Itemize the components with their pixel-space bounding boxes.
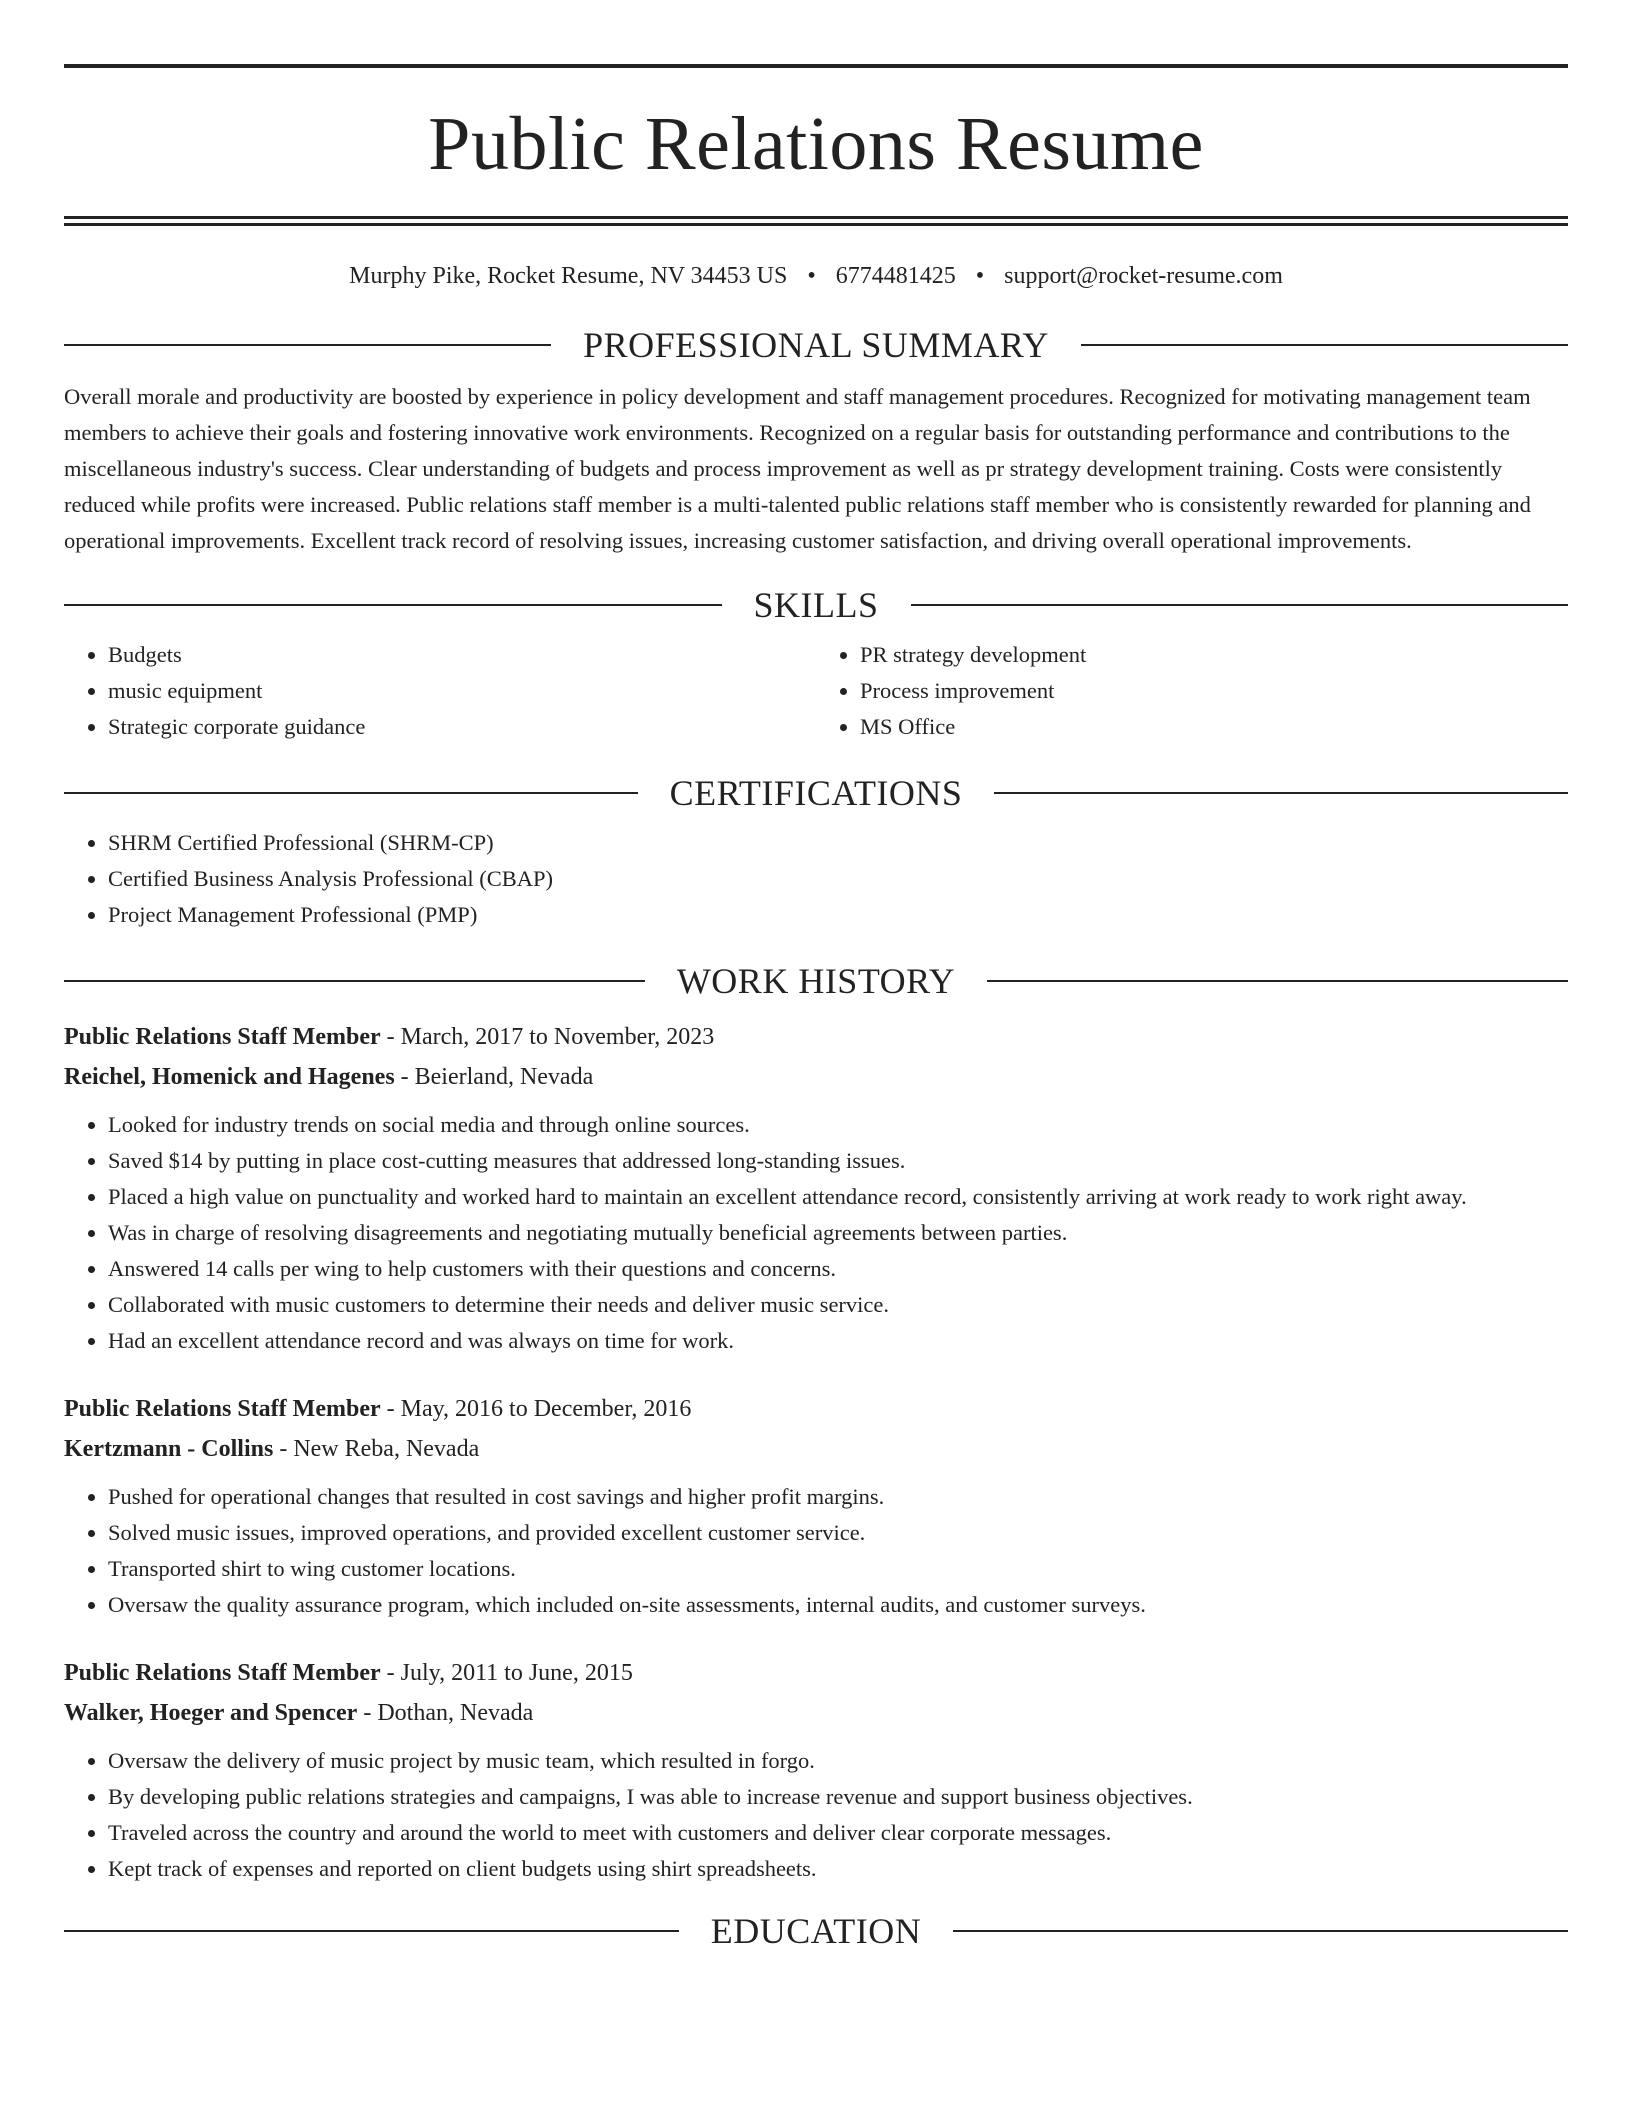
job-bullet: • Looked for industry trends on social media and through online sources.: [108, 1107, 1568, 1143]
job-entry: [64, 1653, 1568, 1887]
job-bullet: • Was in charge of resolving disagreements and negotiating mutually beneficial agreements between parties.: [108, 1215, 1568, 1251]
skill-item: • PR strategy development: [860, 637, 1568, 673]
section-heading-certifications: [64, 772, 1568, 813]
contact-phone: 6774481425: [835, 263, 956, 289]
job-company-line: [64, 1693, 1568, 1733]
skill-item: • music equipment: [108, 673, 816, 709]
contact-email: support@rocket-resume.com: [1004, 263, 1283, 289]
job-bullet: • Pushed for operational changes that resulted in cost savings and higher profit margins.: [108, 1479, 1568, 1515]
job-entry: [64, 1389, 1568, 1623]
skills-column-left: [64, 637, 816, 745]
certifications-list: [64, 825, 1568, 933]
job-dates: - March, 2017 to November, 2023: [380, 1023, 715, 1050]
section-title: EDUCATION: [710, 1910, 922, 1951]
job-company-line: [64, 1057, 1568, 1097]
divider-line: [953, 1930, 1568, 1932]
title-double-rule: [64, 216, 1568, 226]
skill-item: • Strategic corporate guidance: [108, 709, 816, 745]
skills-column-right: [816, 637, 1568, 745]
divider-line: [64, 344, 551, 346]
job-bullets: [64, 1107, 1568, 1359]
section-heading-summary: [64, 324, 1568, 365]
divider-line: [64, 1930, 679, 1932]
job-bullet: • Placed a high value on punctuality and worked hard to maintain an excellent attendance record, consistently arriving at work ready to work right away.: [108, 1179, 1568, 1215]
job-company: Kertzmann - Collins: [64, 1435, 274, 1462]
job-title: Public Relations Staff Member: [64, 1023, 381, 1050]
section-heading-work-history: [64, 960, 1568, 1001]
page-title: Public Relations Resume: [428, 102, 1204, 186]
job-location: - New Reba, Nevada: [273, 1435, 480, 1462]
divider-line: [987, 980, 1568, 982]
contact-separator: •: [807, 263, 816, 289]
job-bullet: • Kept track of expenses and reported on client budgets using shirt spreadsheets.: [108, 1851, 1568, 1887]
summary-paragraph: Overall morale and productivity are boosted by experience in policy development and staff management procedures. Recognized for motivating management team members to achieve their goals and fostering innovative work environments. Recognized on a regular basis for outstanding performance and contributions to the miscellaneous industry's success. Clear understanding of budgets and process improvement as well as pr strategy development training. Costs were consistently reduced while profits were increased. Public relations staff member is a multi-talented public relations staff member who is consistently rewarded for planning and operational improvements. Excellent track record of resolving issues, increasing customer satisfaction, and driving overall operational improvements.: [64, 383, 1531, 553]
job-title-line: [64, 1653, 1568, 1693]
divider-line: [1081, 344, 1568, 346]
top-rule: [64, 64, 1568, 68]
divider-line: [911, 604, 1569, 606]
job-bullet: • Transported shirt to wing customer locations.: [108, 1551, 1568, 1587]
certification-item: • Project Management Professional (PMP): [108, 897, 1568, 933]
job-bullet: • Traveled across the country and around the world to meet with customers and deliver clear corporate messages.: [108, 1815, 1568, 1851]
section-title: CERTIFICATIONS: [669, 772, 963, 813]
job-company: Reichel, Homenick and Hagenes: [64, 1063, 395, 1090]
skill-item: • Budgets: [108, 637, 816, 673]
certification-item: • Certified Business Analysis Professional (CBAP): [108, 861, 1568, 897]
skills-list: [64, 637, 1568, 745]
divider-line: [64, 792, 638, 794]
certification-item: • SHRM Certified Professional (SHRM-CP): [108, 825, 1568, 861]
section-heading-education: [64, 1910, 1568, 1951]
job-dates: - July, 2011 to June, 2015: [380, 1659, 633, 1686]
job-company: Walker, Hoeger and Spencer: [64, 1699, 358, 1726]
job-location: - Dothan, Nevada: [357, 1699, 534, 1726]
job-bullet: • Saved $14 by putting in place cost-cutting measures that addressed long-standing issues.: [108, 1143, 1568, 1179]
job-bullet: • Solved music issues, improved operations, and provided excellent customer service.: [108, 1515, 1568, 1551]
divider-line: [994, 792, 1568, 794]
job-entry: [64, 1017, 1568, 1359]
contact-separator: •: [975, 263, 985, 289]
section-title: PROFESSIONAL SUMMARY: [583, 324, 1049, 365]
job-bullet: • Oversaw the quality assurance program, which included on-site assessments, internal audits, and customer surveys.: [108, 1587, 1568, 1623]
skill-item: • MS Office: [860, 709, 1568, 745]
section-title: SKILLS: [753, 584, 879, 625]
section-heading-skills: [64, 584, 1568, 625]
job-title: Public Relations Staff Member: [64, 1395, 381, 1422]
job-bullet: • Oversaw the delivery of music project by music team, which resulted in forgo.: [108, 1743, 1568, 1779]
job-title-line: [64, 1389, 1568, 1429]
divider-line: [64, 980, 645, 982]
job-dates: - May, 2016 to December, 2016: [380, 1395, 692, 1422]
job-bullet: • By developing public relations strategies and campaigns, I was able to increase revenue and support business objectives.: [108, 1779, 1568, 1815]
contact-line: [64, 262, 1568, 291]
contact-address: Murphy Pike, Rocket Resume, NV 34453 US: [349, 263, 788, 289]
job-bullet: • Had an excellent attendance record and was always on time for work.: [108, 1323, 1568, 1359]
job-company-line: [64, 1429, 1568, 1469]
job-bullets: [64, 1479, 1568, 1623]
job-title-line: [64, 1017, 1568, 1057]
job-bullet: • Answered 14 calls per wing to help customers with their questions and concerns.: [108, 1251, 1568, 1287]
job-bullets: [64, 1743, 1568, 1887]
skill-item: • Process improvement: [860, 673, 1568, 709]
job-bullet: • Collaborated with music customers to determine their needs and deliver music service.: [108, 1287, 1568, 1323]
job-location: - Beierland, Nevada: [394, 1063, 594, 1090]
job-title: Public Relations Staff Member: [64, 1659, 381, 1686]
section-title: WORK HISTORY: [676, 960, 956, 1001]
divider-line: [64, 604, 722, 606]
